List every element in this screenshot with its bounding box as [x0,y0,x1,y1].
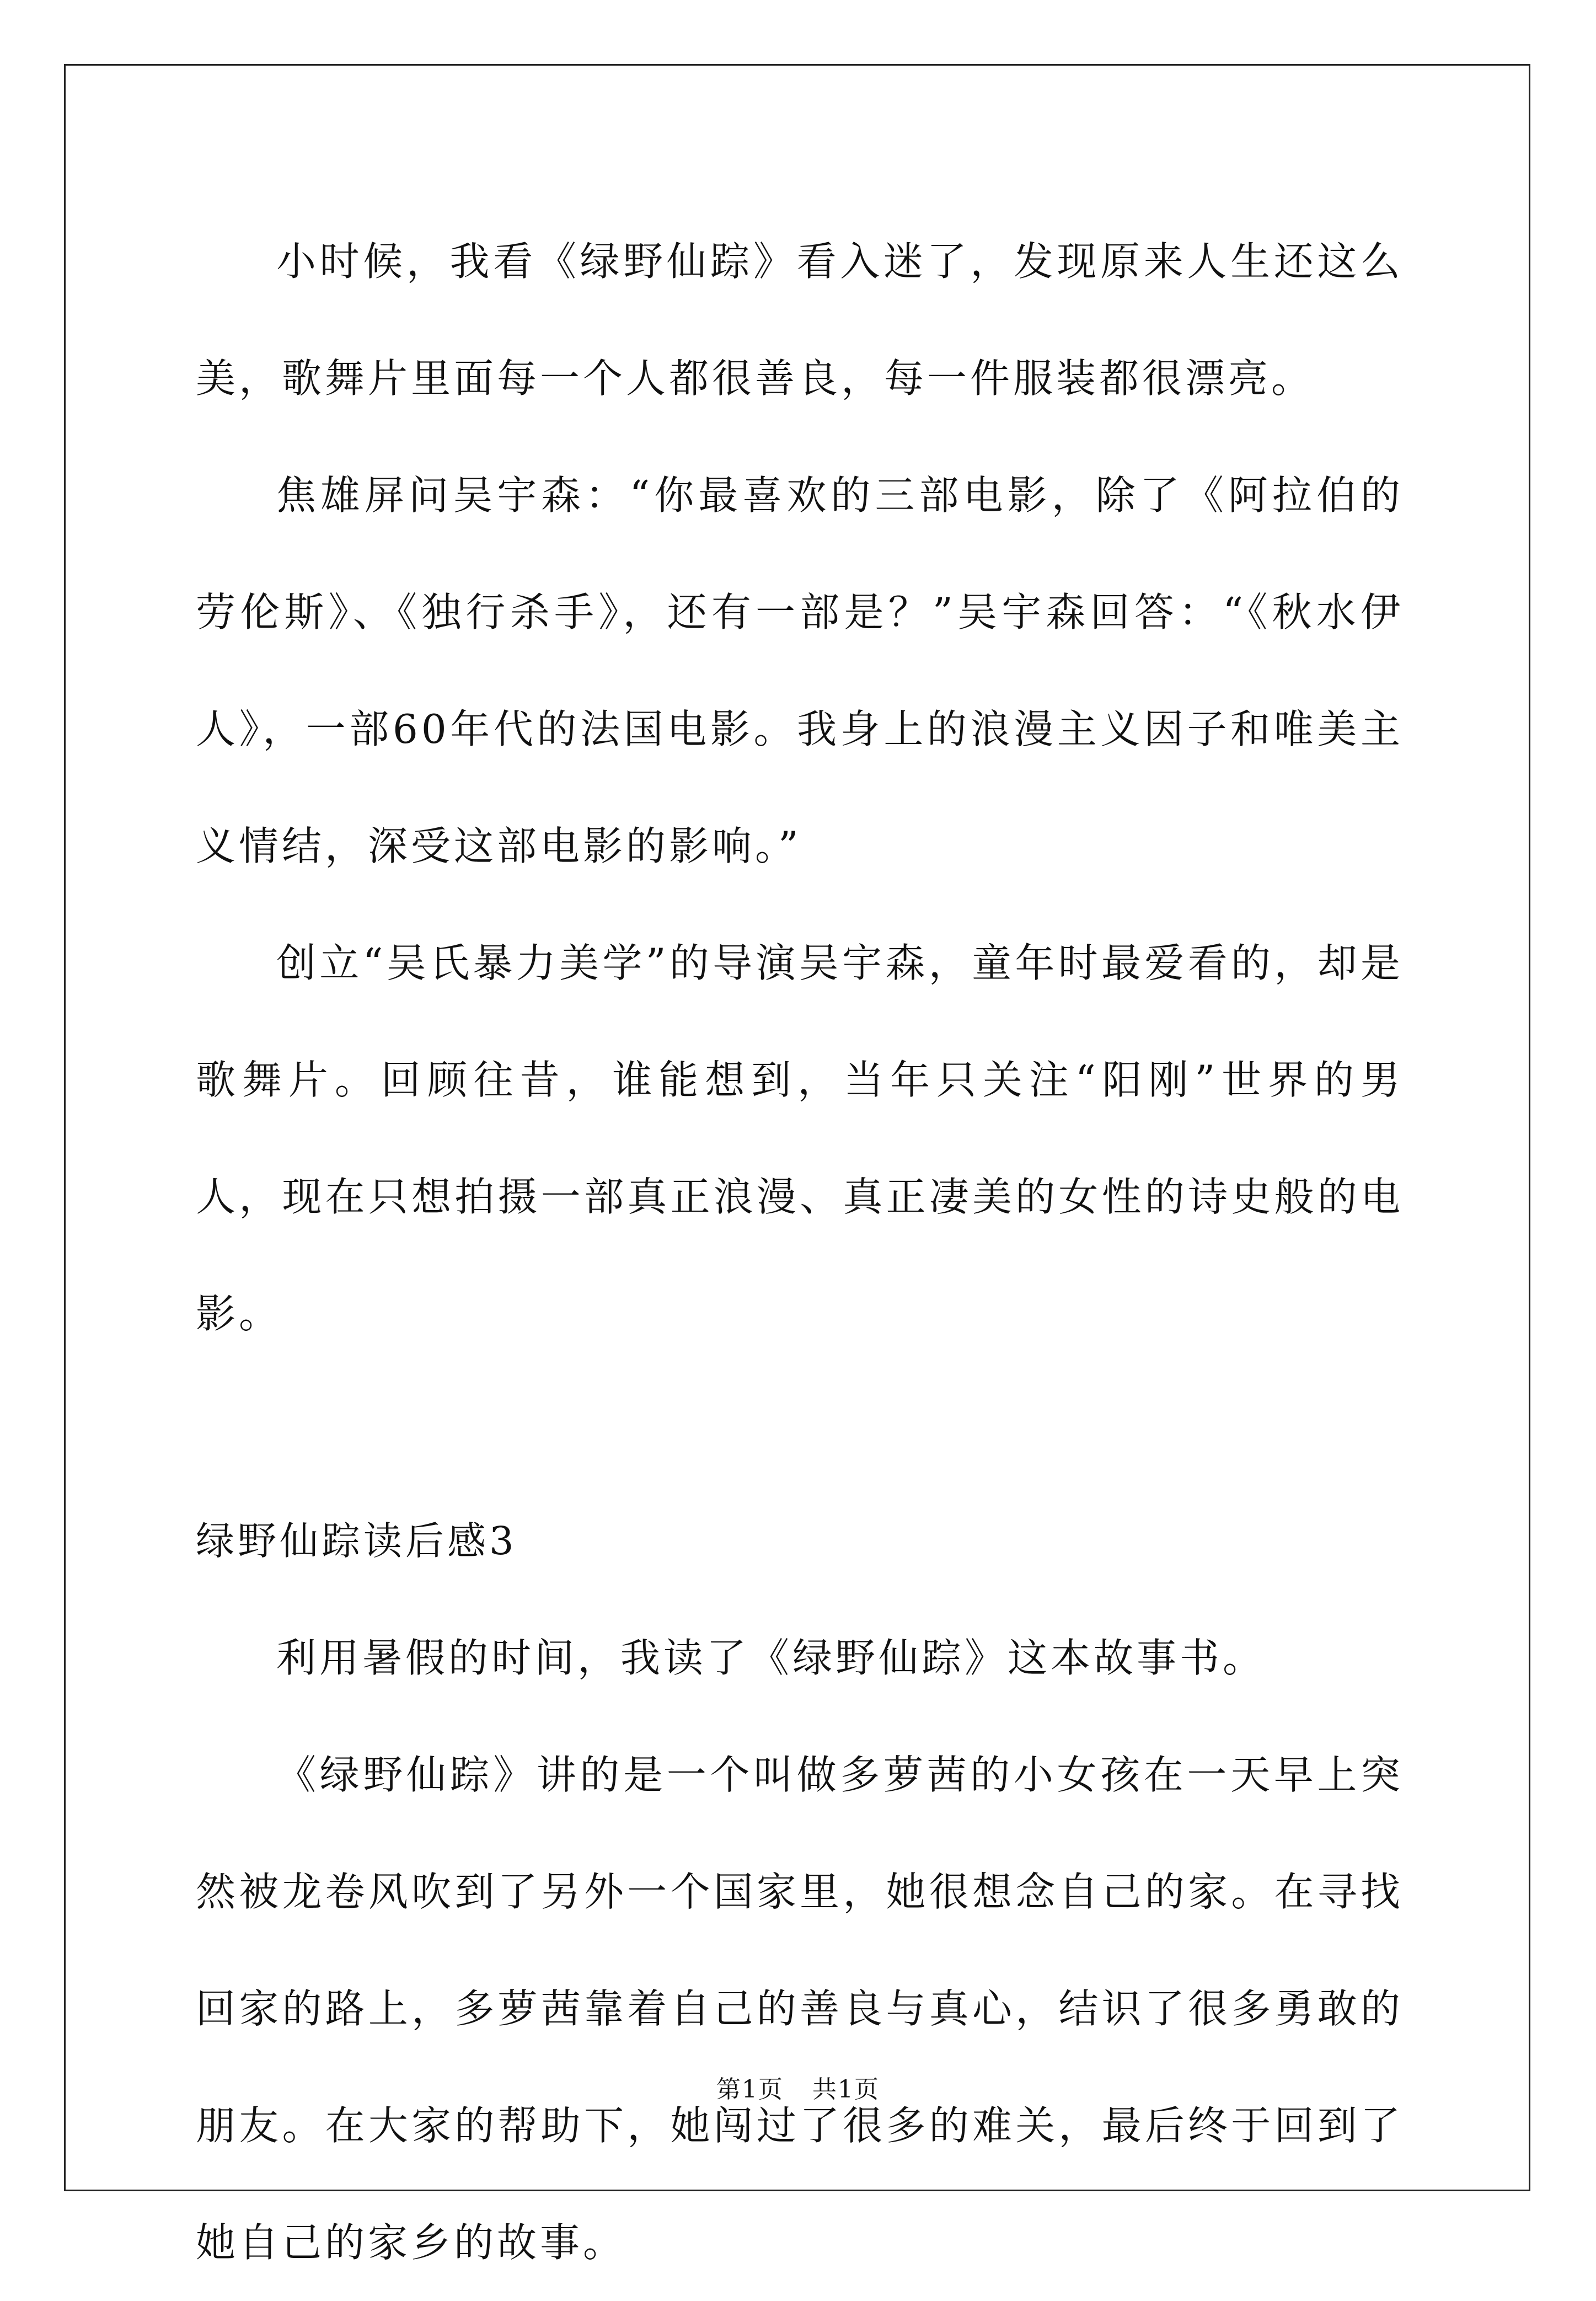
page-number: 第1页 [716,2075,784,2104]
paragraph: 《绿野仙踪》讲的是一个叫做多萝茜的小女孩在一天早上突然被龙卷风吹到了另外一个国家里，她很想念自己的家。在寻找回家的路上，多萝茜靠着自己的善良与真心，结识了很多勇敢的朋友。在大家的帮助下，她闯过了很多的难关，最后终于回到了她自己的家乡的故事。 [196,1752,1404,2266]
page-total: 共1页 [812,2075,880,2104]
paragraph: 小时候，我看《绿野仙踪》看入迷了，发现原来人生还这么美，歌舞片里面每一个人都很善良，每一件服装都很漂亮。 [196,238,1404,402]
section-heading: 绿野仙踪读后感3 [196,1518,517,1564]
paragraph: 焦雄屏问吴宇森：“你最喜欢的三部电影，除了《阿拉伯的劳伦斯》、《独行杀手》，还有一部是？”吴宇森回答：“《秋水伊人》，一部60年代的法国电影。我身上的浪漫主义因子和唯美主义情结，深受这部电影的影响。” [196,472,1404,869]
document-body [196,203,1404,2301]
page-footer [0,2069,1596,2105]
paragraph: 利用暑假的时间，我读了《绿野仙踪》这本故事书。 [276,1635,1266,1681]
paragraph: 创立“吴氏暴力美学”的导演吴宇森，童年时最爱看的，却是歌舞片。回顾往昔，谁能想到，当年只关注“阳刚”世界的男人，现在只想拍摄一部真正浪漫、真正凄美的女性的诗史般的电影。 [196,940,1404,1337]
